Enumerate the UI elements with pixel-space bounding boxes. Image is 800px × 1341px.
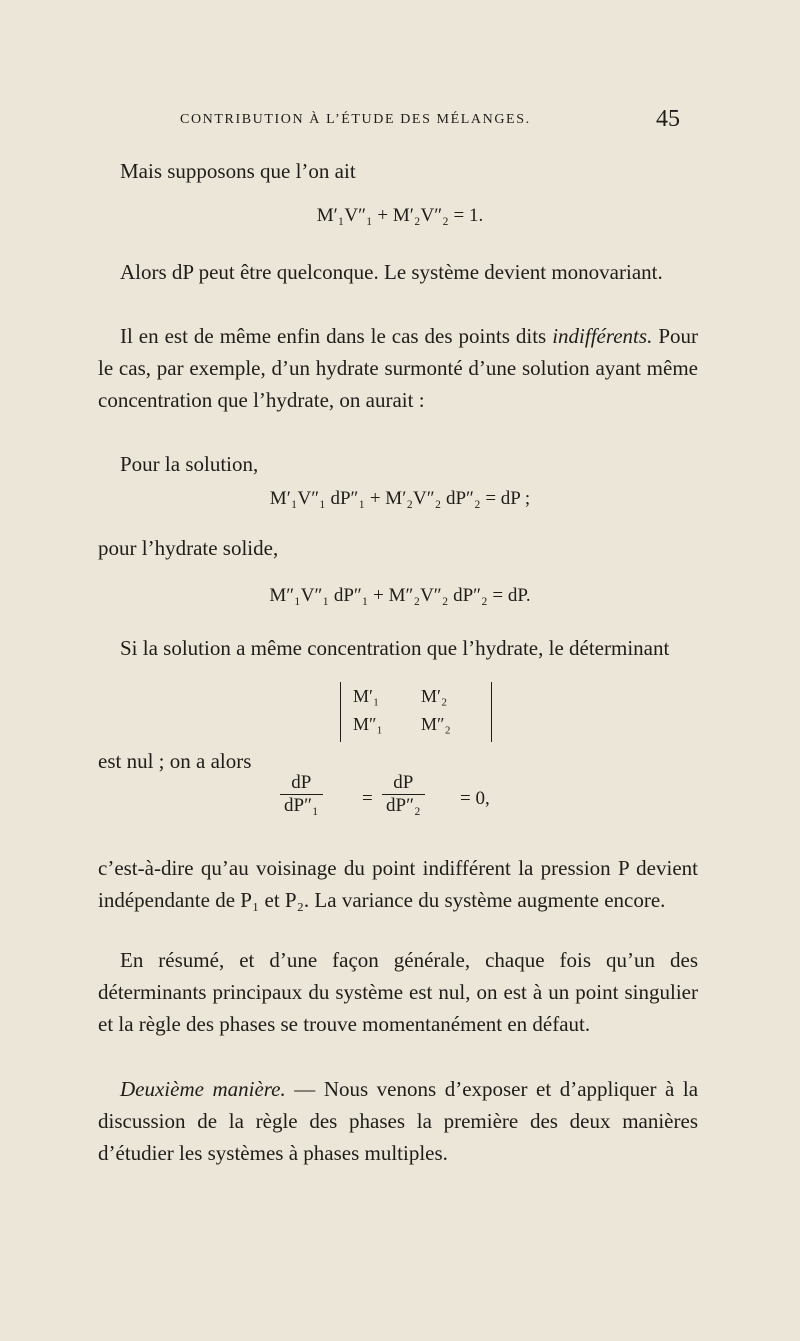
running-header: CONTRIBUTION À L’ÉTUDE DES MÉLANGES. [180, 112, 531, 127]
paragraph-3-start: Il en est de même enfin dans le cas des points dits [120, 324, 547, 348]
second-manner-heading: Deuxième manière. [120, 1077, 286, 1101]
equation-2: M′₁V″₁ dP″₁ + M′₂V″₂ dP″₂ = dP ; [269, 488, 531, 509]
equals-sign: = [362, 788, 373, 809]
fraction-2-den: dP″₂ [386, 795, 421, 816]
det-a: M′₁ [353, 686, 380, 706]
det-d: M″₂ [421, 714, 451, 734]
paragraph-7: est nul ; on a alors [98, 749, 252, 773]
det-b: M′₂ [421, 686, 448, 706]
equation-1: M′₁V″₁ + M′₂V″₂ = 1. [316, 205, 484, 226]
fraction-2 [382, 772, 425, 817]
indifferent-term: indifférents. [552, 324, 653, 348]
fraction-tail: = 0, [460, 788, 490, 809]
paragraph-8: c’est-à-dire qu’au voisinage du point indifférent la pression P devient indépendante de P₁ et P₂. La variance du système augmente encore. [98, 856, 698, 912]
paragraph-2: Alors dP peut être quelconque. Le système devient monovariant. [120, 260, 663, 284]
paragraph-6: Si la solution a même concentration que l’hydrate, le déterminant [120, 636, 670, 660]
page-number: 45 [656, 106, 680, 132]
paragraph-9: En résumé, et d’une façon générale, chaque fois qu’un des déterminants principaux du système est nul, on est à un point singulier et la règle des phases se trouve momentanément en défaut. [98, 948, 698, 1036]
paragraph-3 [98, 320, 698, 416]
paragraph-10-text: — Nous venons d’exposer et d’appliquer à la discussion de la règle des phases la première des deux manières d’étudier les systèmes à phases multiples. [98, 1077, 699, 1165]
fraction-2-num: dP [382, 772, 425, 795]
paragraph-3-end: Pour le cas, par exemple, d’un hydrate surmonté d’une solution ayant même concentration que l’hydrate, on aurait : [98, 324, 698, 412]
paragraph-5: pour l’hydrate solide, [98, 536, 279, 560]
det-c: M″₁ [353, 714, 383, 734]
paragraph-1: Mais supposons que l’on ait [120, 159, 356, 183]
equation-3: M″₁V″₁ dP″₁ + M″₂V″₂ dP″₂ = dP. [269, 585, 531, 606]
fraction-1-den: dP″₁ [284, 795, 319, 816]
fraction-1 [280, 772, 323, 817]
fraction-1-num: dP [280, 772, 323, 795]
paragraph-10 [98, 1073, 698, 1169]
paragraph-4: Pour la solution, [120, 452, 259, 476]
determinant [340, 682, 492, 742]
